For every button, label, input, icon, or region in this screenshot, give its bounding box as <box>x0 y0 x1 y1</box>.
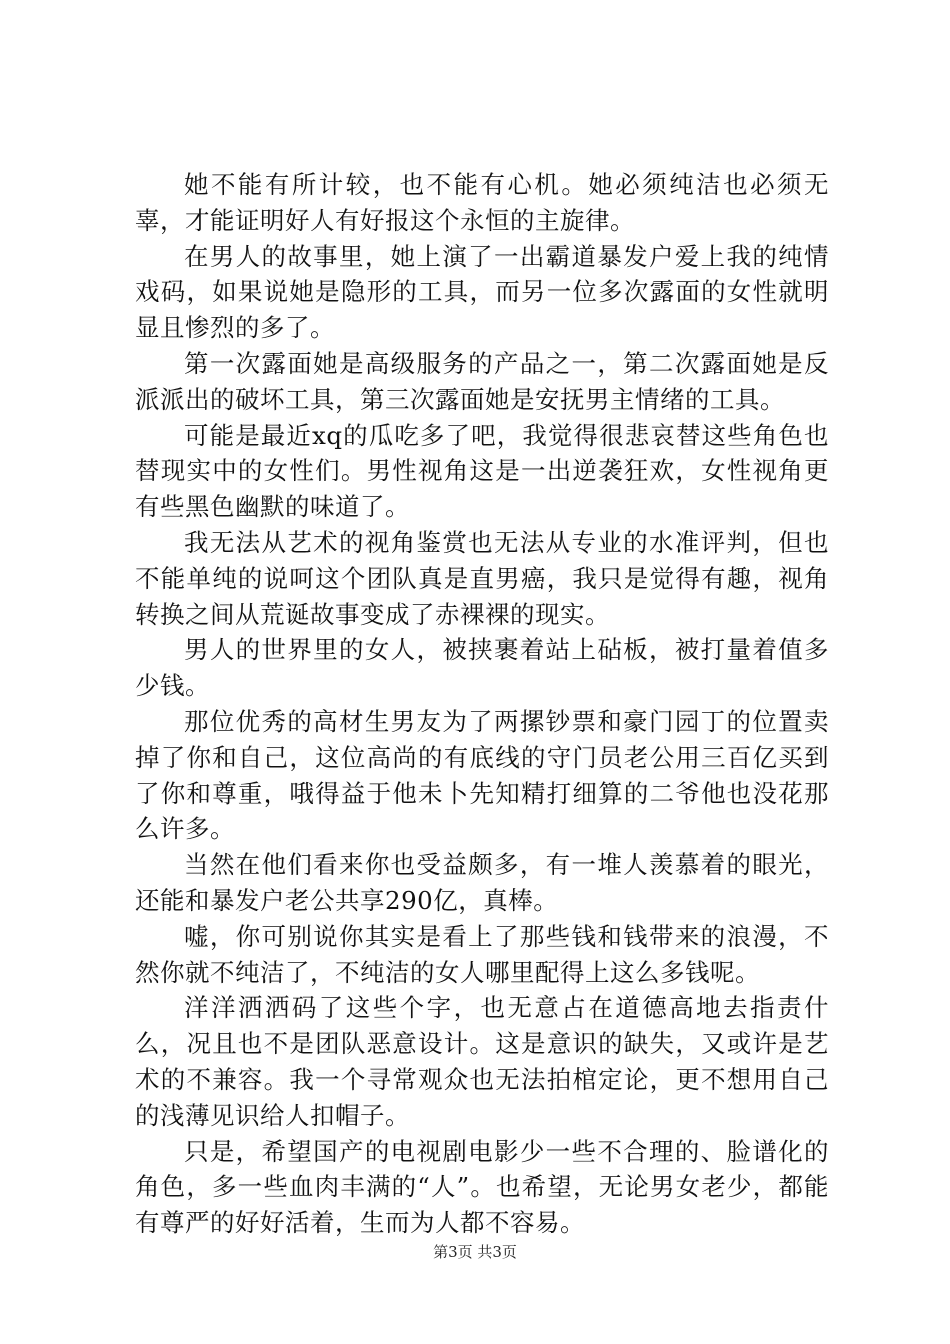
paragraph-1: 她不能有所计较，也不能有心机。她必须纯洁也必须无辜，才能证明好人有好报这个永恒的主旋律。 <box>135 170 829 235</box>
paragraph-10: 洋洋洒洒码了这些个字，也无意占在道德高地去指责什么，况且也不是团队恶意设计。这是意识的缺失，又或许是艺术的不兼容。我一个寻常观众也无法拍棺定论，更不想用自己的浅薄见识给人扣帽子。 <box>135 993 829 1130</box>
paragraph-6: 男人的世界里的女人，被挟裹着站上砧板，被打量着值多少钱。 <box>135 635 829 701</box>
paragraph-3: 第一次露面她是高级服务的产品之一，第二次露面她是反派派出的破坏工具，第三次露面她是安抚男主情绪的工具。 <box>135 348 829 414</box>
paragraph-11: 只是，希望国产的电视剧电影少一些不合理的、脸谱化的角色，多一些血肉丰满的“人”。也希望，无论男女老少，都能有尊严的好好活着，生而为人都不容易。 <box>135 1136 829 1238</box>
paragraph-2: 在男人的故事里，她上演了一出霸道暴发户爱上我的纯情戏码，如果说她是隐形的工具，而另一位多次露面的女性就明显且惨烈的多了。 <box>135 241 829 343</box>
page-footer: 第3页 共3页 <box>433 1243 517 1261</box>
paragraph-5: 我无法从艺术的视角鉴赏也无法从专业的水准评判，但也不能单纯的说呵这个团队真是直男癌，我只是觉得有趣，视角转换之间从荒诞故事变成了赤裸裸的现实。 <box>135 527 829 629</box>
paragraph-9: 嘘，你可别说你其实是看上了那些钱和钱带来的浪漫，不然你就不纯洁了，不纯洁的女人哪里配得上这么多钱呢。 <box>135 921 829 987</box>
paragraph-7: 那位优秀的高材生男友为了两摞钞票和豪门园丁的位置卖掉了你和自己，这位高尚的有底线的守门员老公用三百亿买到了你和尊重，哦得益于他未卜先知精打细算的二爷他也没花那么许多。 <box>135 706 829 844</box>
paragraph-8: 当然在他们看来你也受益颇多，有一堆人羡慕着的眼光，还能和暴发户老公共享290亿，真棒。 <box>135 850 829 915</box>
document-body <box>135 167 829 1241</box>
paragraph-4: 可能是最近xq的瓜吃多了吧，我觉得很悲哀替这些角色也替现实中的女性们。男性视角这是一出逆袭狂欢，女性视角更有些黑色幽默的味道了。 <box>135 420 829 522</box>
